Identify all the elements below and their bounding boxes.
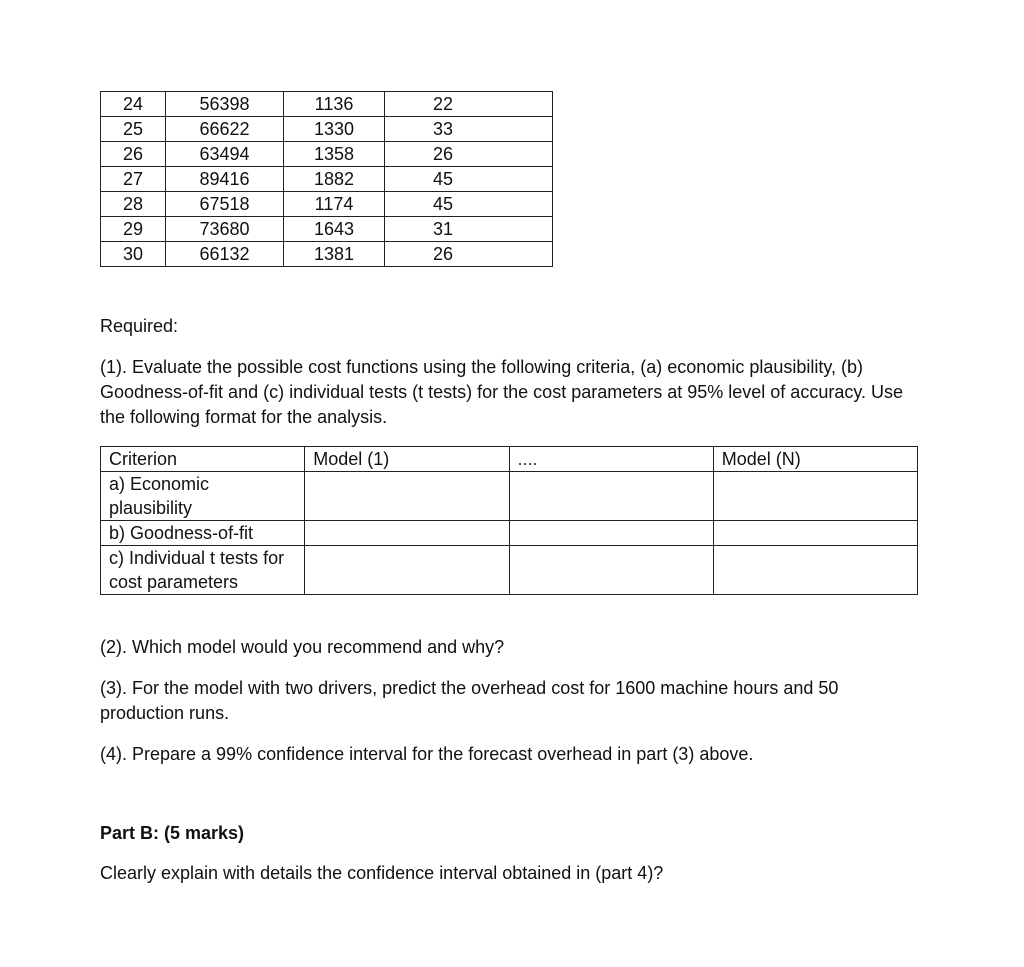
header-model-1: Model (1) bbox=[305, 447, 509, 472]
table-cell: 1136 bbox=[284, 92, 385, 117]
empty-cell bbox=[713, 546, 917, 595]
table-cell: 29 bbox=[101, 217, 166, 242]
required-heading: Required: bbox=[100, 316, 179, 336]
table-cell: 63494 bbox=[166, 142, 284, 167]
table-cell: 27 bbox=[101, 167, 166, 192]
table-row bbox=[101, 117, 553, 142]
table-cell: 1643 bbox=[284, 217, 385, 242]
table-cell: 45 bbox=[385, 167, 553, 192]
data-table bbox=[100, 91, 553, 267]
criteria-row bbox=[101, 546, 918, 595]
question-4: (4). Prepare a 99% confidence interval for the forecast overhead in part (3) above. bbox=[100, 744, 754, 764]
empty-cell bbox=[509, 546, 713, 595]
question-3: (3). For the model with two drivers, predict the overhead cost for 1600 machine hours and 50 production runs. bbox=[100, 678, 839, 723]
criteria-row bbox=[101, 521, 918, 546]
table-cell: 89416 bbox=[166, 167, 284, 192]
empty-cell bbox=[713, 472, 917, 521]
table-cell: 33 bbox=[385, 117, 553, 142]
table-cell: 22 bbox=[385, 92, 553, 117]
criteria-header-row bbox=[101, 447, 918, 472]
table-row bbox=[101, 92, 553, 117]
criteria-table bbox=[100, 446, 918, 595]
table-cell: 45 bbox=[385, 192, 553, 217]
table-cell: 73680 bbox=[166, 217, 284, 242]
table-cell: 24 bbox=[101, 92, 166, 117]
question-2: (2). Which model would you recommend and why? bbox=[100, 637, 505, 657]
table-cell: 1174 bbox=[284, 192, 385, 217]
table-cell: 30 bbox=[101, 242, 166, 267]
table-cell: 26 bbox=[101, 142, 166, 167]
empty-cell bbox=[305, 521, 509, 546]
criteria-row bbox=[101, 472, 918, 521]
empty-cell bbox=[305, 472, 509, 521]
empty-cell bbox=[509, 472, 713, 521]
criterion-label: c) Individual t tests for cost parameters bbox=[101, 546, 305, 595]
table-row bbox=[101, 142, 553, 167]
table-cell: 31 bbox=[385, 217, 553, 242]
question-1: (1). Evaluate the possible cost functions using the following criteria, (a) economic plausibility, (b) Goodness-of-fit and (c) individual tests (t tests) for the cost parameters at 95% level of accuracy. Use the following format for the analysis. bbox=[100, 357, 904, 427]
header-criterion: Criterion bbox=[101, 447, 305, 472]
table-row bbox=[101, 192, 553, 217]
criterion-label: a) Economic plausibility bbox=[101, 472, 305, 521]
table-cell: 66132 bbox=[166, 242, 284, 267]
table-row bbox=[101, 217, 553, 242]
header-model-n: Model (N) bbox=[713, 447, 917, 472]
table-cell: 1330 bbox=[284, 117, 385, 142]
table-cell: 1381 bbox=[284, 242, 385, 267]
table-cell: 1358 bbox=[284, 142, 385, 167]
table-cell: 56398 bbox=[166, 92, 284, 117]
empty-cell bbox=[509, 521, 713, 546]
table-cell: 1882 bbox=[284, 167, 385, 192]
empty-cell bbox=[305, 546, 509, 595]
table-row bbox=[101, 242, 553, 267]
criterion-label: b) Goodness-of-fit bbox=[101, 521, 305, 546]
part-b-question: Clearly explain with details the confidence interval obtained in (part 4)? bbox=[100, 863, 664, 883]
table-cell: 26 bbox=[385, 142, 553, 167]
table-cell: 66622 bbox=[166, 117, 284, 142]
table-cell: 67518 bbox=[166, 192, 284, 217]
empty-cell bbox=[713, 521, 917, 546]
table-cell: 25 bbox=[101, 117, 166, 142]
header-ellipsis bbox=[509, 447, 713, 472]
part-b-title: Part B: (5 marks) bbox=[100, 823, 245, 843]
ellipsis-text: .... bbox=[517, 449, 538, 469]
table-row bbox=[101, 167, 553, 192]
table-cell: 26 bbox=[385, 242, 553, 267]
table-cell: 28 bbox=[101, 192, 166, 217]
